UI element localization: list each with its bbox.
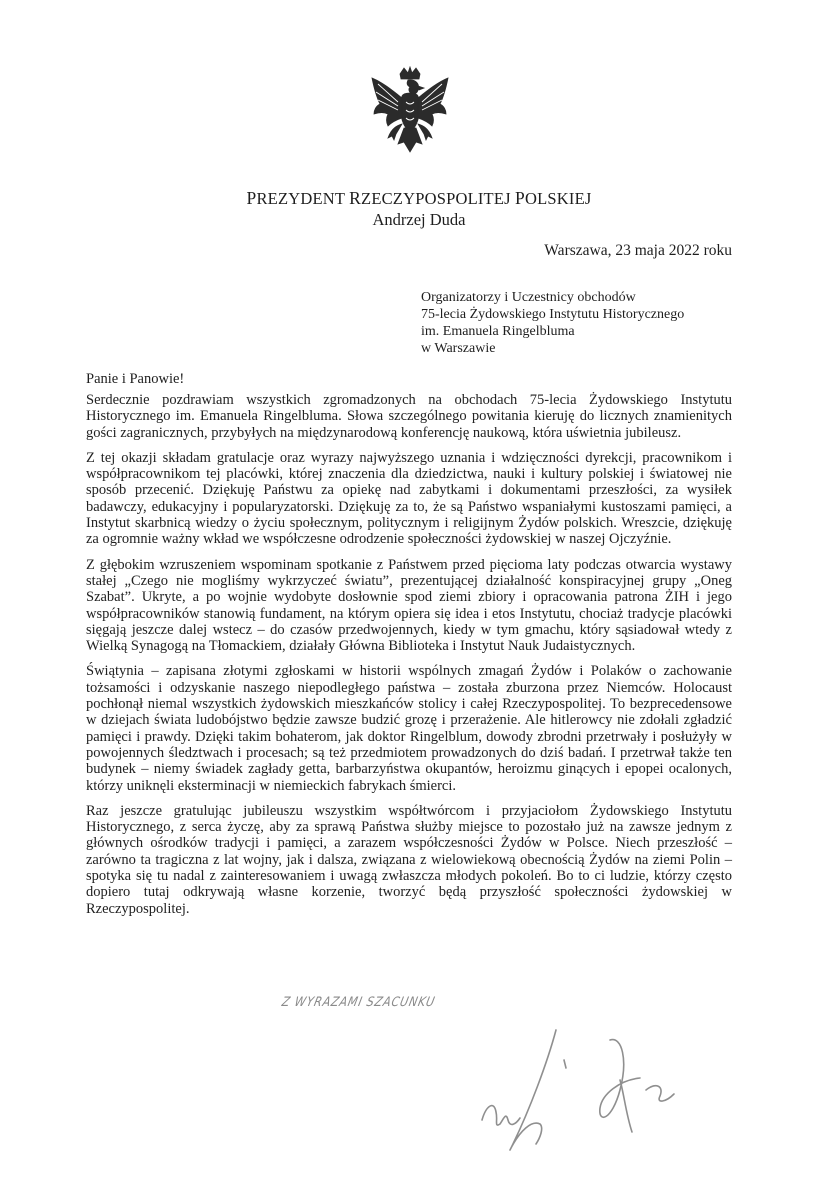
handwritten-closing: Z WYRAZAMI SZACUNKU — [280, 995, 437, 1010]
addressee-line: im. Emanuela Ringelbluma — [421, 324, 575, 339]
letterhead-title-p3: R — [349, 188, 362, 208]
polish-eagle-emblem-icon — [364, 66, 456, 178]
place-date: Warszawa, 23 maja 2022 roku — [544, 242, 732, 259]
body-paragraph: Serdecznie pozdrawiam wszystkich zgromadzonych na obchodach 75-lecia Żydowskiego Instytutu Historycznego im. Emanuela Ringelbluma. Słowa szczególnego powitania kieruję do licznych znamienitych gości zagranicznych, przybyłych na międzynarodową konferencję naukową, która uświetnia jubileusz. — [86, 392, 732, 441]
addressee-line: w Warszawie — [421, 341, 496, 356]
body-paragraph: Raz jeszcze gratulując jubileuszu wszystkim współtwórcom i przyjaciołom Żydowskiego Instytutu Historycznego, z serca życzę, aby za sprawą Państwa służby miejsce to pozostało już na zawsze jednym z głównych ośrodków tradycji i pamięci, a zarazem współczesności Żydów w Polsce. Niech przeszłość – zarówno ta tragiczna z lat wojny, jak i dalsza, związana z wielowiekową obecnością Żydów na ziemi Polin – spotyka się tu nadal z zainteresowaniem i uwagą zwłaszcza młodych pokoleń. Bo to ci ludzie, którzy często dopiero tutaj odkrywają własne korzenie, tworzyć będą przyszłość społeczności żydowskiej w Rzeczypospolitej. — [86, 802, 732, 917]
body-paragraph: Świątynia – zapisana złotymi zgłoskami w historii wspólnych zmagań Żydów i Polaków o zachowanie tożsamości i odzyskanie naszego niepodległego państwa – została zburzona przez Niemców. Holocaust pochłonął niemal wszystkich żydowskich mieszkańców stolicy i całej Rzeczypospolitej. To bezprecedensowe w dziejach świata ludobójstwo będzie zawsze budzić grozę i przerażenie. Ale hitlerowcy nie zdołali zgładzić pamięci i prawdy. Dzięki takim bohaterom, jak doktor Ringelblum, dowody zbrodni przetrwały i posłużyły w powojennych śledztwach i procesach; są też przedmiotem prowadzonych do dziś badań. I przetrwał także ten budynek – niemy świadek zagłady getta, barbarzyństwa okupantów, heroizmu ginących i epopei ocalonych, którzy uniknęli eksterminacji w niemieckich fabrykach śmierci. — [86, 663, 732, 794]
addressee-block — [421, 289, 761, 357]
letterhead-title-p6: OLSKIEJ — [524, 189, 592, 208]
addressee-line: Organizatorzy i Uczestnicy obchodów — [421, 290, 636, 305]
salutation: Panie i Panowie! — [86, 371, 185, 387]
body-paragraph: Z głębokim wzruszeniem wspominam spotkanie z Państwem przed pięcioma laty podczas otwarcia wystawy stałej „Czego nie mogliśmy wykrzyczeć światu”, prezentującej działalność konspiracyjnej grupy „Oneg Szabat”. Ukryte, a po wojnie wydobyte dosłownie spod ziemi zbiory i opracowania patrona ŻIH i jego współpracowników stanowią fundament, na którym opiera się idea i etos Instytutu, chociaż tradycje placówki sięgają jeszcze dalej wstecz – do czasów przedwojennych, kiedy w tym gmachu, który sąsiadował wtedy z Wielką Synagogą na Tłomackiem, działały Główna Biblioteka i Instytut Nauk Judaistycznych. — [86, 556, 732, 655]
body-paragraph: Z tej okazji składam gratulacje oraz wyrazy najwyższego uznania i wdzięczności dyrekcji, pracownikom i współpracownikom tej placówki, której znaczenia dla dziedzictwa, nauki i kultury polskiej i światowej nie sposób przecenić. Dziękuję Państwu za opiekę nad zabytkami i dokumentami przeszłości, za wysiłek badawczy, edukacyjny i popularyzatorski. Dziękuję za to, że są Państwo wspaniałymi kustoszami pamięci, a Instytut skarbnicą wiedzy o życiu społecznym, politycznym i religijnym Żydów polskich. Wreszcie, dziękuję za ogromnie ważny wkład we współczesne odrodzenie społeczności żydowskiej w naszej Ojczyźnie. — [86, 449, 732, 548]
addressee-line: 75-lecia Żydowskiego Instytutu Historycznego — [421, 307, 685, 322]
letterhead-title-p5: P — [515, 188, 525, 208]
handwritten-signature-icon — [470, 1020, 700, 1170]
letterhead-title-p1: P — [246, 188, 257, 208]
letterhead-title-p2: REZYDENT — [256, 189, 350, 208]
letterhead-name: Andrzej Duda — [372, 210, 466, 229]
letterhead-title — [0, 188, 838, 209]
letterhead-title-p4: ZECZYPOSPOLITEJ — [361, 189, 516, 208]
letter-body — [86, 392, 732, 926]
